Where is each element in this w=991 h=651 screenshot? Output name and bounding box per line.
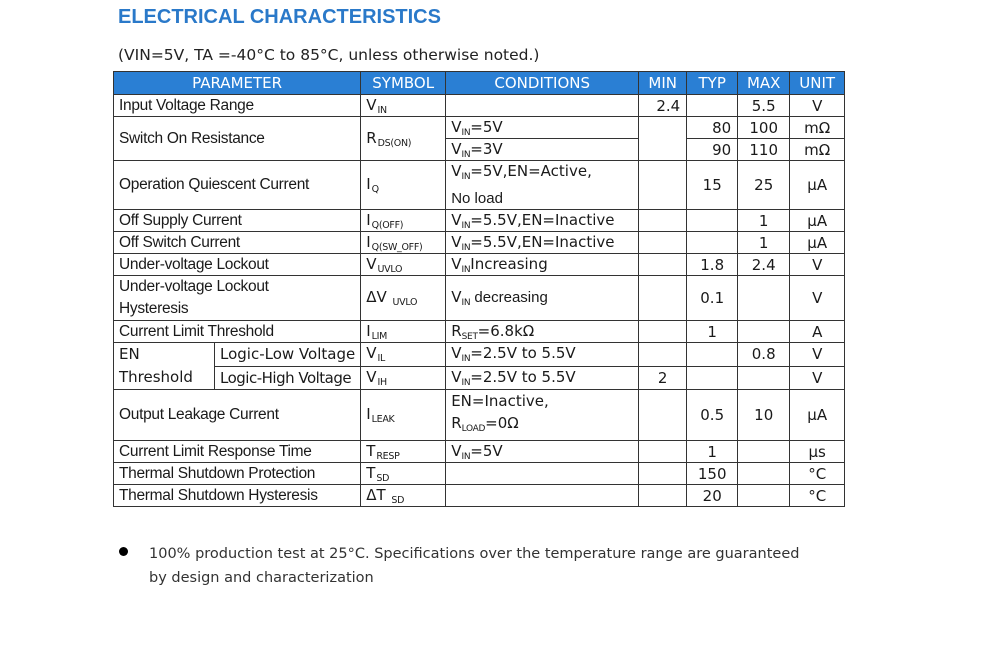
table-row	[114, 232, 845, 254]
min-cell	[639, 321, 687, 343]
max-cell	[738, 463, 790, 485]
param-cell: Current Limit Threshold	[114, 321, 361, 343]
unit-cell: mΩ	[790, 139, 845, 161]
max-cell	[738, 366, 790, 390]
conditions-cell: $V_{IN}=3V$	[446, 139, 639, 161]
min-cell	[639, 254, 687, 276]
max-cell	[738, 441, 790, 463]
header-parameter: PARAMETER	[114, 72, 361, 95]
unit-cell: μA	[790, 390, 845, 441]
table-row	[114, 343, 845, 367]
conditions-cell	[446, 485, 639, 507]
typ-cell: 0.1	[687, 276, 738, 321]
typ-cell	[687, 210, 738, 232]
header-min: MIN	[639, 72, 687, 95]
unit-cell: μs	[790, 441, 845, 463]
typ-cell: 1	[687, 441, 738, 463]
min-cell: 2.4	[639, 95, 687, 117]
typ-cell: 80	[687, 117, 738, 139]
table-row	[114, 441, 845, 463]
conditions-cell: $V_{IN}=5.5V,EN=Inactive$	[446, 232, 639, 254]
param-cell: Under-voltage Lockout	[114, 254, 361, 276]
min-cell: 2	[639, 366, 687, 390]
typ-cell: 20	[687, 485, 738, 507]
param-cell: Thermal Shutdown Hysteresis	[114, 485, 361, 507]
header-conditions: CONDITIONS	[446, 72, 639, 95]
header-row	[114, 72, 845, 95]
conditions-cell: $V_{IN}=5V$	[446, 117, 639, 139]
unit-cell: V	[790, 366, 845, 390]
typ-cell	[687, 95, 738, 117]
symbol-cell: $I_{Q(SW\_OFF)}$	[361, 232, 446, 254]
table-row	[114, 161, 845, 210]
param-subcell: Logic-Low Voltage	[215, 343, 361, 367]
param-cell: Thermal Shutdown Protection	[114, 463, 361, 485]
symbol-cell: $I_{LIM}$	[361, 321, 446, 343]
conditions-cell: $V_{IN}Increasing$	[446, 254, 639, 276]
electrical-characteristics-table	[113, 71, 845, 507]
table-row	[114, 276, 845, 321]
bullet-icon	[119, 547, 128, 556]
max-cell: 2.4	[738, 254, 790, 276]
min-cell	[639, 210, 687, 232]
unit-cell: V	[790, 254, 845, 276]
unit-cell: μA	[790, 232, 845, 254]
header-max: MAX	[738, 72, 790, 95]
header-unit: UNIT	[790, 72, 845, 95]
max-cell: 1	[738, 232, 790, 254]
typ-cell: 1.8	[687, 254, 738, 276]
unit-cell: V	[790, 276, 845, 321]
max-cell	[738, 485, 790, 507]
param-cell: Output Leakage Current	[114, 390, 361, 441]
min-cell	[639, 343, 687, 367]
conditions-cell: $V_{IN}=5V$	[446, 441, 639, 463]
param-subcell: Logic-High Voltage	[215, 366, 361, 390]
unit-cell: mΩ	[790, 117, 845, 139]
typ-cell: 15	[687, 161, 738, 210]
param-cell: Input Voltage Range	[114, 95, 361, 117]
symbol-cell: $T_{SD}$	[361, 463, 446, 485]
max-cell: 100	[738, 117, 790, 139]
table-row	[114, 321, 845, 343]
min-cell	[639, 232, 687, 254]
conditions-cell: $V_{IN}=5.5V,EN=Inactive$	[446, 210, 639, 232]
symbol-cell: $T_{RESP}$	[361, 441, 446, 463]
unit-cell: V	[790, 343, 845, 367]
symbol-cell: $V_{IL}$	[361, 343, 446, 367]
section-title: ELECTRICAL CHARACTERISTICS	[118, 6, 441, 28]
symbol-cell: ΔT $_{SD}$	[361, 485, 446, 507]
param-cell: Current Limit Response Time	[114, 441, 361, 463]
param-cell: Switch On Resistance	[114, 117, 361, 161]
param-cell: Operation Quiescent Current	[114, 161, 361, 210]
footnote: 100% production test at 25°C. Specifications over the temperature range are guaranteed by design and characterization	[149, 546, 800, 586]
symbol-cell: $R_{DS(ON)}$	[361, 117, 446, 161]
min-cell	[639, 485, 687, 507]
table-row	[114, 254, 845, 276]
min-cell	[639, 390, 687, 441]
test-conditions: (VIN=5V, TA =-40°C to 85°C, unless otherwise noted.)	[118, 46, 540, 64]
typ-cell: 1	[687, 321, 738, 343]
conditions-cell	[446, 463, 639, 485]
typ-cell	[687, 343, 738, 367]
param-cell: EN Threshold	[114, 343, 215, 390]
max-cell	[738, 321, 790, 343]
max-cell: 0.8	[738, 343, 790, 367]
symbol-cell: $V_{IN}$	[361, 95, 446, 117]
max-cell: 5.5	[738, 95, 790, 117]
conditions-cell: $V_{IN}=2.5V$ to 5.5V	[446, 366, 639, 390]
param-cell: Off Switch Current	[114, 232, 361, 254]
unit-cell: μA	[790, 161, 845, 210]
conditions-cell: $R_{SET}=6.8k\Omega$	[446, 321, 639, 343]
unit-cell: V	[790, 95, 845, 117]
table-row	[114, 463, 845, 485]
max-cell: 110	[738, 139, 790, 161]
max-cell: 10	[738, 390, 790, 441]
unit-cell: °C	[790, 485, 845, 507]
conditions-cell: $V_{IN}=5V,EN=Active$, No load	[446, 161, 639, 210]
max-cell	[738, 276, 790, 321]
min-cell	[639, 117, 687, 161]
max-cell: 25	[738, 161, 790, 210]
min-cell	[639, 161, 687, 210]
conditions-cell: EN=Inactive, $R_{LOAD}=0\Omega$	[446, 390, 639, 441]
typ-cell: 90	[687, 139, 738, 161]
param-cell: Under-voltage Lockout Hysteresis	[114, 276, 361, 321]
unit-cell: μA	[790, 210, 845, 232]
table-row	[114, 366, 845, 390]
symbol-cell: $I_{Q(OFF)}$	[361, 210, 446, 232]
typ-cell	[687, 366, 738, 390]
table-row	[114, 117, 845, 139]
param-cell: Off Supply Current	[114, 210, 361, 232]
symbol-cell: $V_{IH}$	[361, 366, 446, 390]
symbol-cell: $V_{UVLO}$	[361, 254, 446, 276]
unit-cell: °C	[790, 463, 845, 485]
min-cell	[639, 441, 687, 463]
conditions-cell: $V_{IN}=2.5V$ to 5.5V	[446, 343, 639, 367]
header-symbol: SYMBOL	[361, 72, 446, 95]
min-cell	[639, 463, 687, 485]
max-cell: 1	[738, 210, 790, 232]
typ-cell	[687, 232, 738, 254]
symbol-cell: $I_Q$	[361, 161, 446, 210]
typ-cell: 150	[687, 463, 738, 485]
conditions-cell	[446, 95, 639, 117]
table-row	[114, 390, 845, 441]
table-row	[114, 485, 845, 507]
symbol-cell: $I_{LEAK}$	[361, 390, 446, 441]
table-row	[114, 95, 845, 117]
unit-cell: A	[790, 321, 845, 343]
header-typ: TYP	[687, 72, 738, 95]
typ-cell: 0.5	[687, 390, 738, 441]
symbol-cell: ΔV $_{UVLO}$	[361, 276, 446, 321]
table-row	[114, 210, 845, 232]
min-cell	[639, 276, 687, 321]
conditions-cell: $V_{IN}$ decreasing	[446, 276, 639, 321]
